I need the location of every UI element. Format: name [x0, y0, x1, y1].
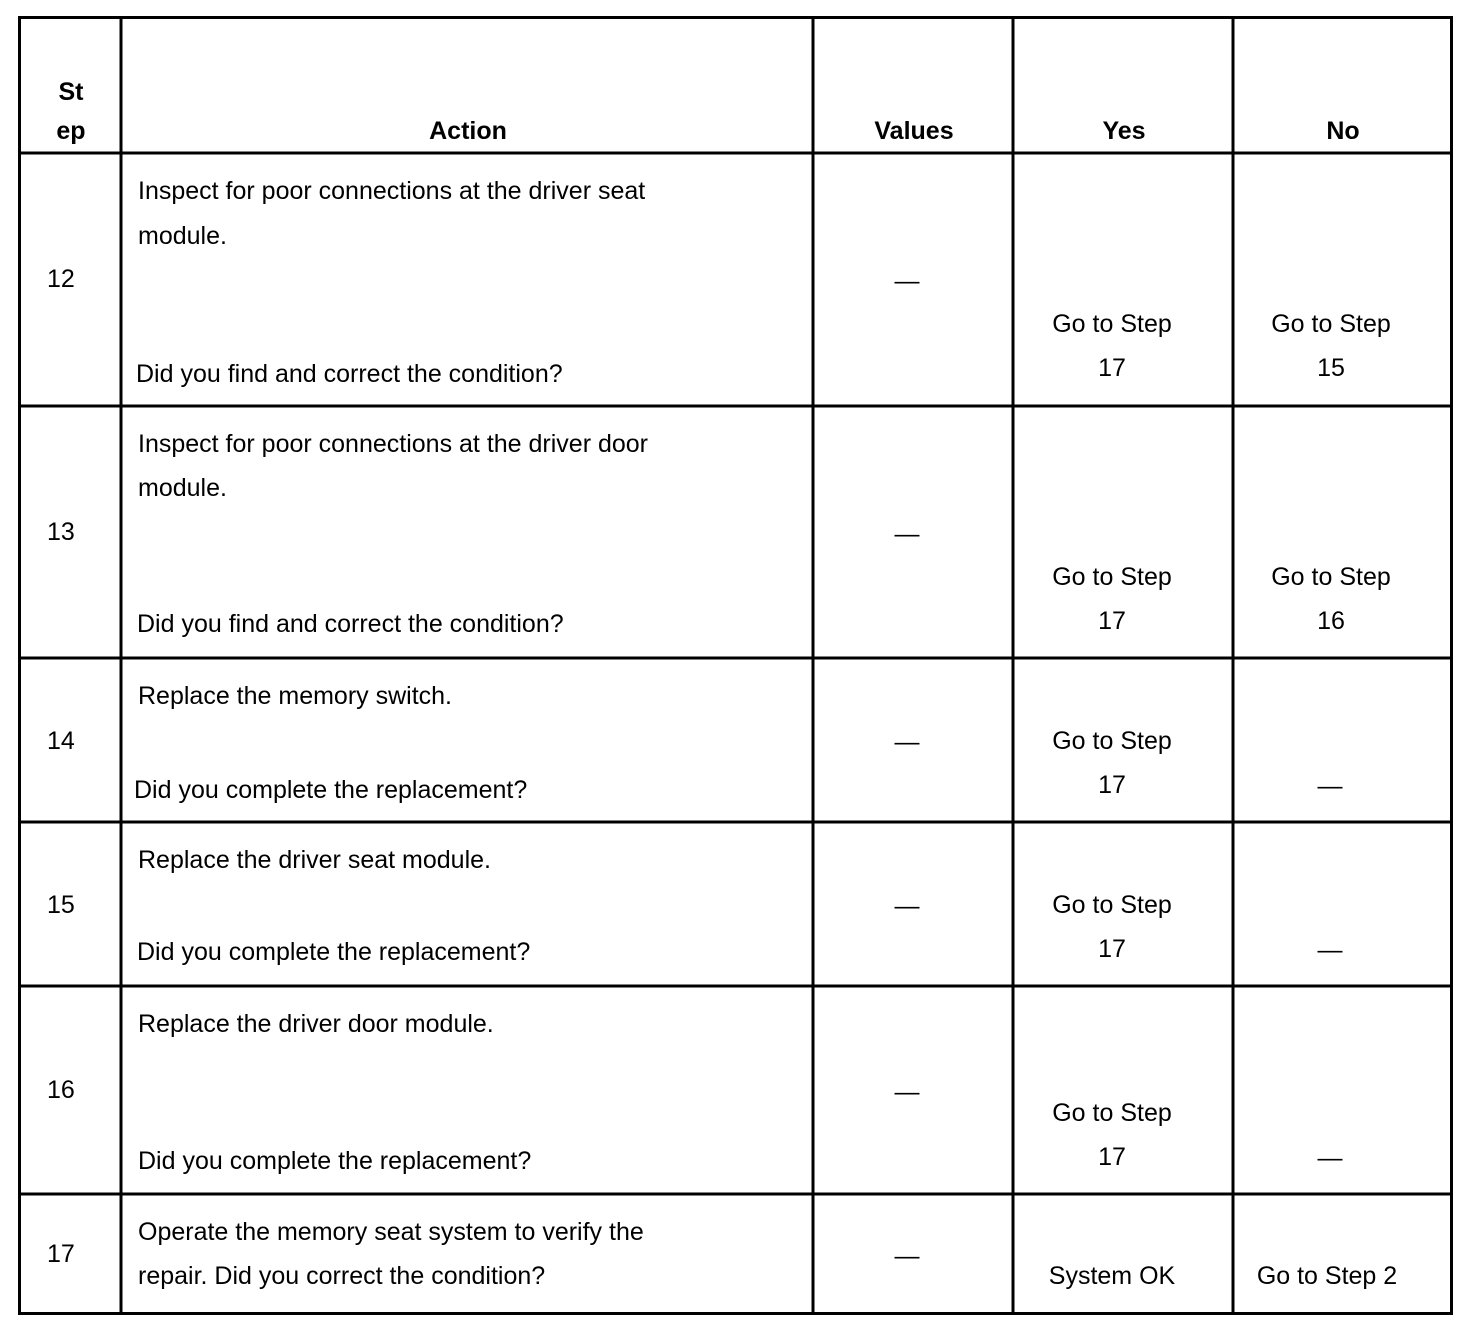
step-number: 16 — [47, 1076, 75, 1104]
yes-cell: System OK — [1048, 1262, 1176, 1290]
action-text: Inspect for poor connections at the driver seat — [138, 177, 646, 205]
action-question: Did you complete the replacement? — [138, 1147, 532, 1175]
yes-cell: 17 — [1098, 935, 1126, 963]
no-cell: — — [1317, 936, 1343, 964]
values-cell: — — [894, 728, 920, 756]
action-text: module. — [138, 474, 227, 502]
header-step: ep — [56, 117, 86, 145]
step-number: 15 — [47, 891, 75, 919]
no-cell: 15 — [1317, 354, 1345, 382]
action-text: module. — [138, 222, 227, 250]
no-cell: 16 — [1317, 607, 1345, 635]
step-number: 13 — [47, 518, 75, 546]
action-question: Did you find and correct the condition? — [137, 610, 564, 638]
action-question: Did you find and correct the condition? — [136, 360, 563, 388]
action-text: Replace the memory switch. — [138, 682, 453, 710]
action-text: Replace the driver seat module. — [138, 846, 491, 874]
action-question: Did you complete the replacement? — [137, 938, 531, 966]
yes-cell: Go to Step — [1052, 1099, 1172, 1127]
step-number: 14 — [47, 727, 75, 755]
header-step: St — [58, 78, 84, 106]
values-cell: — — [894, 1242, 920, 1270]
header-yes: Yes — [1102, 117, 1146, 145]
values-cell: — — [894, 267, 920, 295]
action-text: repair. Did you correct the condition? — [138, 1262, 546, 1290]
values-cell: — — [894, 892, 920, 920]
action-question: Did you complete the replacement? — [134, 776, 528, 804]
yes-cell: 17 — [1098, 354, 1126, 382]
no-cell: — — [1317, 772, 1343, 800]
yes-cell: 17 — [1098, 1143, 1126, 1171]
header-values: Values — [874, 117, 954, 145]
yes-cell: Go to Step — [1052, 727, 1172, 755]
yes-cell: Go to Step — [1052, 563, 1172, 591]
yes-cell: Go to Step — [1052, 891, 1172, 919]
action-text: Replace the driver door module. — [138, 1010, 494, 1038]
no-cell: — — [1317, 1144, 1343, 1172]
action-text: Inspect for poor connections at the driver door — [138, 430, 649, 458]
action-text: Operate the memory seat system to verify the — [138, 1218, 644, 1246]
values-cell: — — [894, 520, 920, 548]
no-cell: Go to Step 2 — [1256, 1262, 1398, 1290]
no-cell: Go to Step — [1271, 563, 1391, 591]
values-cell: — — [894, 1078, 920, 1106]
no-cell: Go to Step — [1271, 310, 1391, 338]
yes-cell: 17 — [1098, 607, 1126, 635]
header-no: No — [1326, 117, 1360, 145]
yes-cell: Go to Step — [1052, 310, 1172, 338]
yes-cell: 17 — [1098, 771, 1126, 799]
header-action: Action — [429, 117, 507, 145]
step-number: 17 — [47, 1240, 75, 1268]
step-number: 12 — [47, 265, 75, 293]
